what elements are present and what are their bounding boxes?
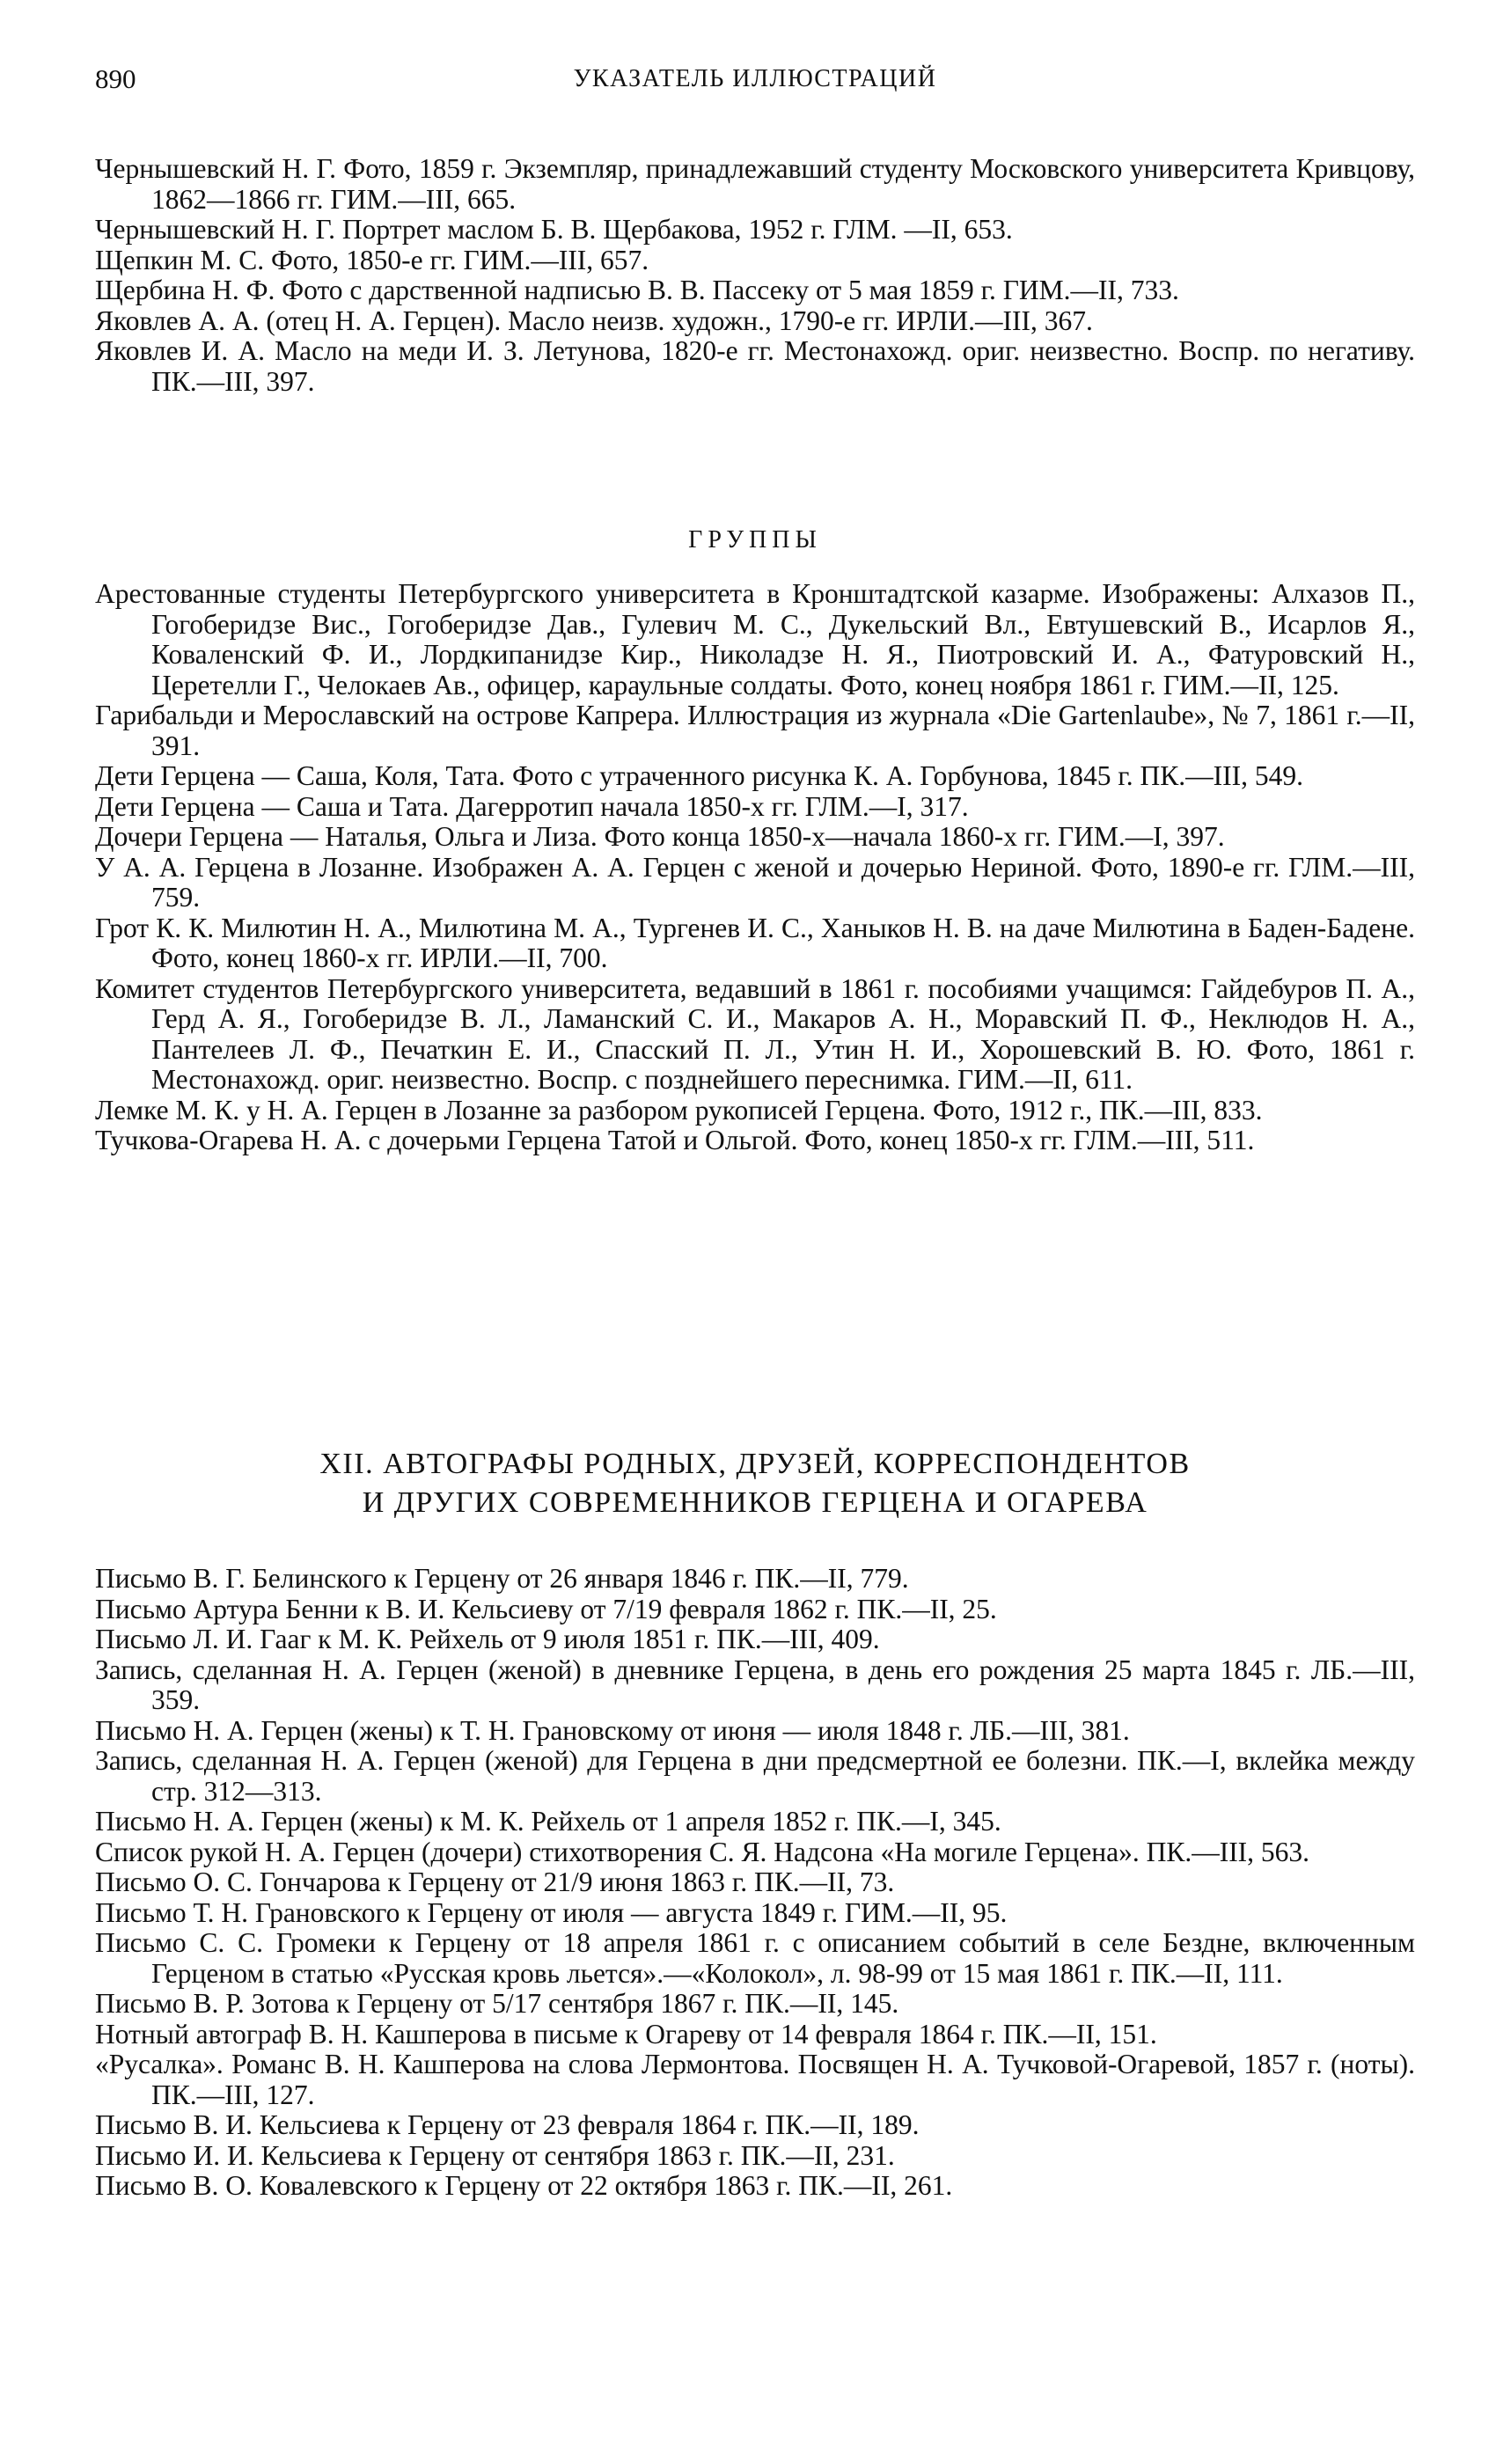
list-item: Письмо Т. Н. Грановского к Герцену от июля — августа 1849 г. ГИМ.—II, 95. xyxy=(95,1896,1008,1928)
list-item: Нотный автограф В. Н. Кашперова в письме к Огареву от 14 февраля 1864 г. ПК.—II, 151. xyxy=(95,2018,1157,2050)
list-item: Чернышевский Н. Г. Портрет маслом Б. В. Щербакова, 1952 г. ГЛМ. —II, 653. xyxy=(95,214,1013,245)
list-item: У А. А. Герцена в Лозанне. Изображен А. А. Герцен с женой и дочерью Нериной. Фото, 1890-е гг. ГЛМ.—III, 759. xyxy=(95,851,1415,913)
list-item: Список рукой Н. А. Герцен (дочери) стихотворения С. Я. Надсона «На могиле Герцена». ПК.—III, 563. xyxy=(95,1836,1310,1867)
list-item: Письмо С. С. Громеки к Герцену от 18 апреля 1861 г. с описанием событий в селе Бездне, включенным Герценом в статью «Русская кровь льется».—«Колокол», л. 98-99 от 15 мая 1861 г. ПК.—II, 111. xyxy=(95,1927,1415,1989)
list-item: Письмо И. И. Кельсиева к Герцену от сентября 1863 г. ПК.—II, 231. xyxy=(95,2139,895,2171)
list-item: Письмо Артура Бенни к В. И. Кельсиеву от 7/19 февраля 1862 г. ПК.—II, 25. xyxy=(95,1593,997,1624)
chapter-heading xyxy=(95,1445,1415,1522)
list-item: Письмо О. С. Гончарова к Герцену от 21/9 июня 1863 г. ПК.—II, 73. xyxy=(95,1866,895,1897)
list-item: Письмо Н. А. Герцен (жены) к М. К. Рейхель от 1 апреля 1852 г. ПК.—I, 345. xyxy=(95,1806,1001,1837)
list-item: Гарибальди и Мерославский на острове Капрера. Иллюстрация из журнала «Die Gartenlaube», № 7, 1861 г.—II, 391. xyxy=(95,700,1415,761)
list-item: Дети Герцена — Саша, Коля, Тата. Фото с утраченного рисунка К. А. Горбунова, 1845 г. ПК.—III, 549. xyxy=(95,760,1304,791)
chapter-title-line-2: И ДРУГИХ СОВРЕМЕННИКОВ ГЕРЦЕНА И ОГАРЕВА xyxy=(362,1486,1148,1519)
list-item: Грот К. К. Милютин Н. А., Милютина М. А., Тургенев И. С., Ханыков Н. В. на даче Милютина в Баден-Бадене. Фото, конец 1860-х гг. ИРЛИ.—II, 700. xyxy=(95,912,1415,973)
list-item: Чернышевский Н. Г. Фото, 1859 г. Экземпляр, принадлежавший студенту Московского университета Кривцову, 1862—1866 гг. ГИМ.—III, 665. xyxy=(95,153,1415,215)
page-header xyxy=(95,63,1415,99)
list-item: Яковлев И. А. Масло на меди И. З. Летунова, 1820-е гг. Местонахожд. ориг. неизвестно. Воспр. по негативу. ПК.—III, 397. xyxy=(95,335,1415,397)
list-item: Письмо Л. И. Гааг к М. К. Рейхель от 9 июля 1851 г. ПК.—III, 409. xyxy=(95,1624,880,1654)
list-item: Письмо В. Р. Зотова к Герцену от 5/17 сентября 1867 г. ПК.—II, 145. xyxy=(95,1988,899,2019)
list-item: Письмо В. О. Ковалевского к Герцену от 22 октября 1863 г. ПК.—II, 261. xyxy=(95,2170,953,2201)
list-item: Запись, сделанная Н. А. Герцен (женой) для Герцена в дни предсмертной ее болезни. ПК.—I, вклейка между стр. 312—313. xyxy=(95,1745,1415,1807)
list-item: Письмо В. И. Кельсиева к Герцену от 23 февраля 1864 г. ПК.—II, 189. xyxy=(95,2109,920,2140)
list-item: Щепкин М. С. Фото, 1850-е гг. ГИМ.—III, 657. xyxy=(95,244,649,275)
list-item: Письмо Н. А. Герцен (жены) к Т. Н. Грановскому от июня — июля 1848 г. ЛБ.—III, 381. xyxy=(95,1714,1130,1746)
list-item: Арестованные студенты Петербургского университета в Кронштадтской казарме. Изображены: Алхазов П., Гогоберидзе Вис., Гогоберидзе Дав., Гулевич М. С., Дукельский Вл., Евтушевский В., Исарлов Я., Коваленский Ф. И., Лордкипанидзе Кир., Николадзе Н. Я., Пиотровский И. А., Фатуровский Н., Церетелли Г., Челокаев Ав., офицер, караульные солдаты. Фото, конец ноября 1861 г. ГИМ.—II, 125. xyxy=(95,578,1415,700)
autograph-entries-list xyxy=(95,1564,1415,2202)
list-item: Яковлев А. А. (отец Н. А. Герцен). Масло неизв. художн., 1790-е гг. ИРЛИ.—III, 367. xyxy=(95,304,1093,336)
page-number: 890 xyxy=(95,63,136,94)
list-item: «Русалка». Романс В. Н. Кашперова на слова Лермонтова. Посвящен Н. А. Тучковой-Огаревой, 1857 г. (ноты). ПК.—III, 127. xyxy=(95,2049,1415,2110)
list-item: Запись, сделанная Н. А. Герцен (женой) в дневнике Герцена, в день его рождения 25 марта 1845 г. ЛБ.—III, 359. xyxy=(95,1654,1415,1715)
list-item: Щербина Н. Ф. Фото с дарственной надписью В. В. Пассеку от 5 мая 1859 г. ГИМ.—II, 733. xyxy=(95,275,1179,305)
section-heading-groups: ГРУППЫ xyxy=(688,526,822,554)
group-entries-list xyxy=(95,579,1415,1156)
running-title: УКАЗАТЕЛЬ ИЛЛЮСТРАЦИЙ xyxy=(573,65,937,92)
list-item: Тучкова-Огарева Н. А. с дочерьми Герцена Татой и Ольгой. Фото, конец 1850-х гг. ГЛМ.—III, 511. xyxy=(95,1125,1255,1155)
list-item: Письмо В. Г. Белинского к Герцену от 26 января 1846 г. ПК.—II, 779. xyxy=(95,1563,909,1594)
list-item: Комитет студентов Петербургского университета, ведавший в 1861 г. пособиями учащимся: Гайдебуров П. А., Герд А. Я., Гогоберидзе В. Л., Ламанский С. И., Макаров А. Н., Моравский П. Ф., Неклюдов Н. А., Пантелеев Л. Ф., Печаткин Е. И., Спасский П. Л., Утин Н. И., Хорошевский В. Ю. Фото, 1861 г. Местонахожд. ориг. неизвестно. Воспр. с позднейшего переснимка. ГИМ.—II, 611. xyxy=(95,972,1415,1095)
list-item: Лемке М. К. у Н. А. Герцен в Лозанне за разбором рукописей Герцена. Фото, 1912 г., ПК.—III, 833. xyxy=(95,1094,1263,1126)
chapter-title-line-1: XII. АВТОГРАФЫ РОДНЫХ, ДРУЗЕЙ, КОРРЕСПОНДЕНТОВ xyxy=(319,1448,1191,1480)
portrait-entries-list xyxy=(95,154,1415,397)
list-item: Дочери Герцена — Наталья, Ольга и Лиза. Фото конца 1850-х—начала 1860-х гг. ГИМ.—I, 397. xyxy=(95,821,1225,852)
list-item: Дети Герцена — Саша и Тата. Дагерротип начала 1850-х гг. ГЛМ.—I, 317. xyxy=(95,790,969,822)
